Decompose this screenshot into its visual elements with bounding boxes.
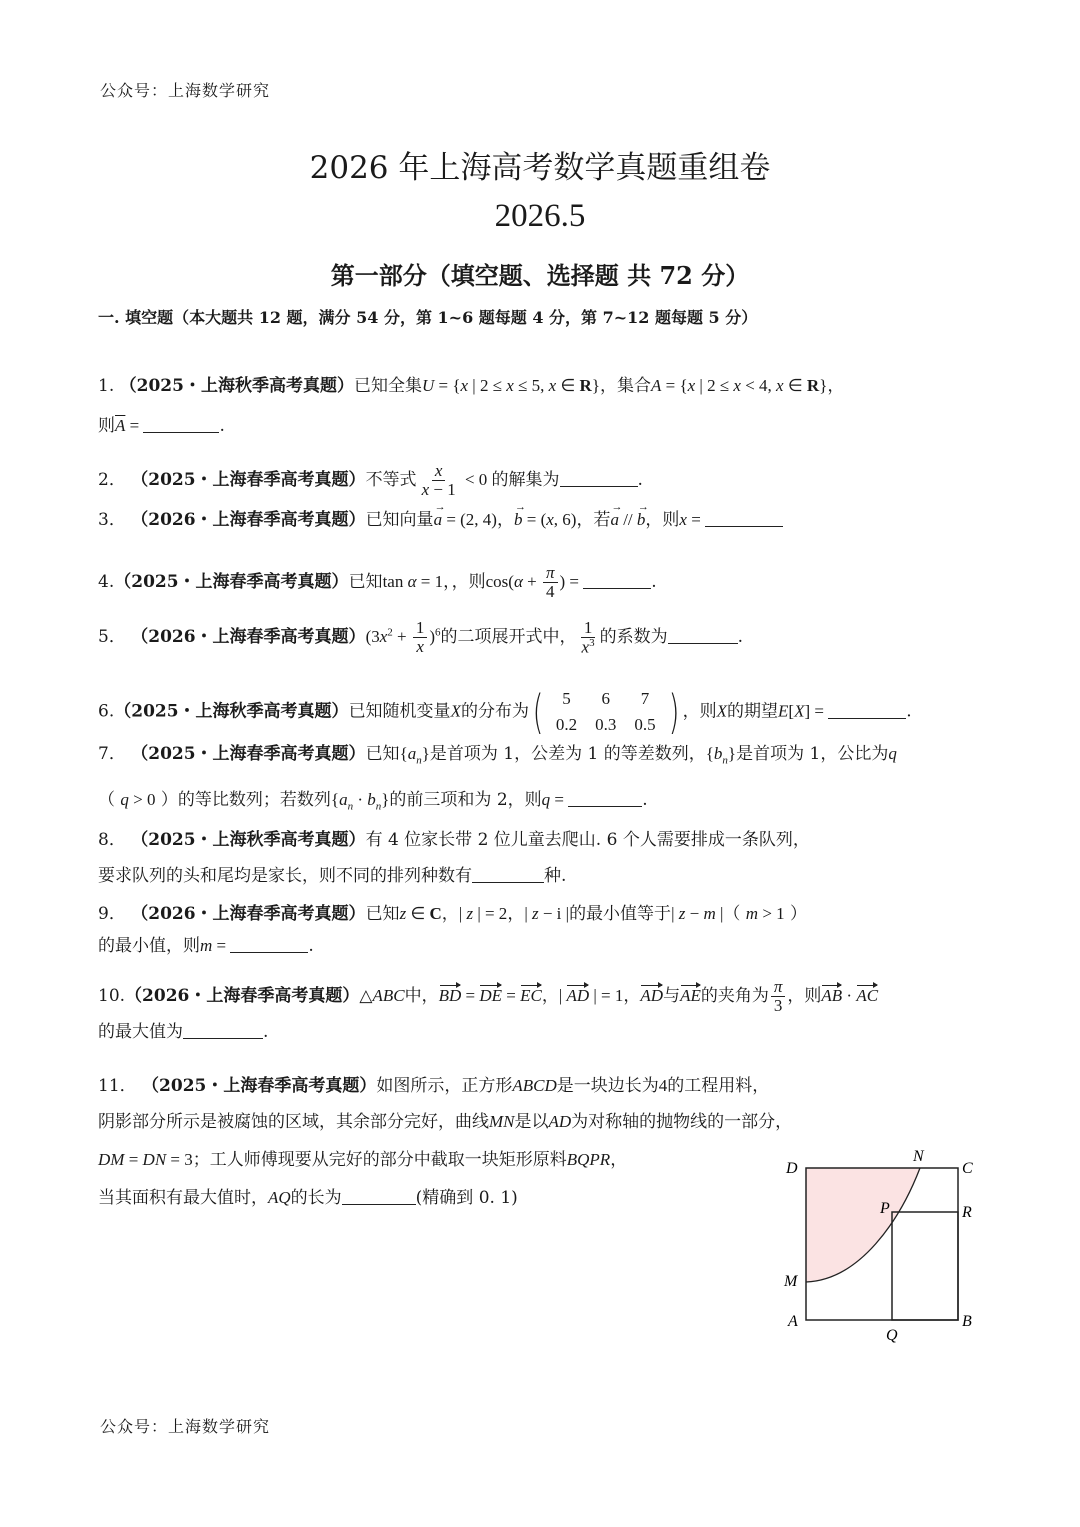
answer-blank[interactable] bbox=[342, 1188, 416, 1205]
question-7-line-2: （ q > 0 ）的等比数列；若数列$\{a_n \cdot b_n\}$的前三项和为 2，则q = . bbox=[98, 790, 648, 813]
question-8: 8． （2025・上海秋季高考真题）有 4 位家长带 2 位儿童去爬山. 6 个人需要排成一条队列， bbox=[98, 830, 810, 850]
question-4: 4.（2025・上海春季高考真题）已知tan α = 1，，则cos(α + $\frac{\pi}{4}$ ) = . bbox=[98, 563, 657, 601]
page-date: 2026.5 bbox=[494, 198, 586, 234]
question-2: 2． （2025・上海春季高考真题）不等式 $\frac{x}{x - 1}$ < 0 的解集为 . bbox=[98, 461, 643, 499]
label-d: D bbox=[786, 1160, 798, 1177]
label-a: A bbox=[788, 1313, 798, 1330]
section-heading: 一. 填空题（本大题共 12 题，满分 54 分，第 1~6 题每题 4 分，第 7~12 题每题 5 分） bbox=[98, 308, 758, 327]
question-11: 11． （2025・上海春季高考真题）如图所示，正方形ABCD是一块边长为4的工程用料， bbox=[98, 1076, 770, 1096]
label-p: P bbox=[880, 1200, 890, 1217]
answer-blank[interactable] bbox=[143, 416, 219, 433]
question-6: 6.（2025・上海秋季高考真题）已知随机变量X的分布为 ( 5 6 7 0.2 0.3 0.5 ) ，则X的期望E[X] = . bbox=[98, 685, 912, 739]
label-c: C bbox=[962, 1160, 973, 1177]
label-n: N bbox=[913, 1148, 924, 1165]
answer-blank[interactable] bbox=[560, 470, 638, 487]
answer-blank[interactable] bbox=[705, 510, 783, 527]
page-footer: 公众号：上海数学研究 bbox=[100, 1417, 271, 1436]
answer-blank[interactable] bbox=[828, 702, 906, 719]
answer-blank[interactable] bbox=[668, 627, 738, 644]
answer-blank[interactable] bbox=[183, 1022, 263, 1039]
question-5: 5． （2026・上海春季高考真题）($3x^2$ + $\frac{1}{x}$ )$^6$的二项展开式中， $\frac{1}{x^3}$ 的系数为 . bbox=[98, 618, 743, 657]
question-11-line-4: 当其面积有最大值时，AQ的长为 (精确到 0. 1) bbox=[98, 1188, 518, 1208]
question-7: 7． （2025・上海春季高考真题）已知$\{a_n\}$是首项为 1，公差为 1 的等差数列，$\{b_n\}$是首项为 1，公比为q bbox=[98, 744, 897, 767]
distribution-matrix: ( 5 6 7 0.2 0.3 0.5 ) bbox=[532, 685, 680, 739]
question-3: 3． （2026・上海春季高考真题）已知向量a → = (2, 4)，b → = (x, 6)，若a → // b →，则x = bbox=[98, 508, 783, 532]
question-1: 1. （2025・上海秋季高考真题）已知全集U = {x | 2 ≤ x ≤ 5, x ∈ R}，集合A = {x | 2 ≤ x < 4, x ∈ R}， bbox=[98, 376, 845, 396]
answer-blank[interactable] bbox=[230, 936, 308, 953]
page-header: 公众号：上海数学研究 bbox=[100, 81, 271, 100]
part-heading: 第一部分（填空题、选择题 共 72 分） bbox=[330, 261, 750, 290]
question-10: 10.（2026・上海春季高考真题）△ABC中，BD = DE = EC，| AD | = 1，AD与AE的夹角为 $\frac{\pi}{3}$ ，则AB · AC bbox=[98, 977, 879, 1015]
question-8-line-2: 要求队列的头和尾均是家长，则不同的排列种数有 种. bbox=[98, 866, 567, 886]
question-11-line-3: DM = DN = 3；工人师傅现要从完好的部分中截取一块矩形原料BQPR， bbox=[98, 1150, 628, 1170]
question-9-line-2: 的最小值，则m = . bbox=[98, 936, 314, 956]
question-11-line-2: 阴影部分所示是被腐蚀的区域，其余部分完好，曲线MN是以AD为对称轴的抛物线的一部分， bbox=[98, 1112, 793, 1132]
question-1-line-2: 则$\overline{A}$ = . bbox=[98, 416, 225, 436]
rectangle-bqpr bbox=[892, 1212, 958, 1320]
question-10-line-2: 的最大值为 . bbox=[98, 1022, 269, 1042]
answer-blank[interactable] bbox=[472, 866, 544, 883]
square-figure bbox=[770, 1140, 990, 1360]
answer-blank[interactable] bbox=[583, 572, 651, 589]
label-q: Q bbox=[886, 1327, 898, 1344]
question-9: 9． （2026・上海春季高考真题）已知z ∈ C，| z | = 2，| z − i |的最小值等于| z − m |（ m > 1 ） bbox=[98, 904, 808, 924]
label-m: M bbox=[784, 1273, 798, 1290]
corroded-region bbox=[806, 1168, 920, 1282]
answer-blank[interactable] bbox=[568, 790, 642, 807]
label-b: B bbox=[962, 1313, 972, 1330]
page-title: 2026 年上海高考数学真题重组卷 bbox=[309, 150, 771, 186]
label-r: R bbox=[962, 1204, 972, 1221]
